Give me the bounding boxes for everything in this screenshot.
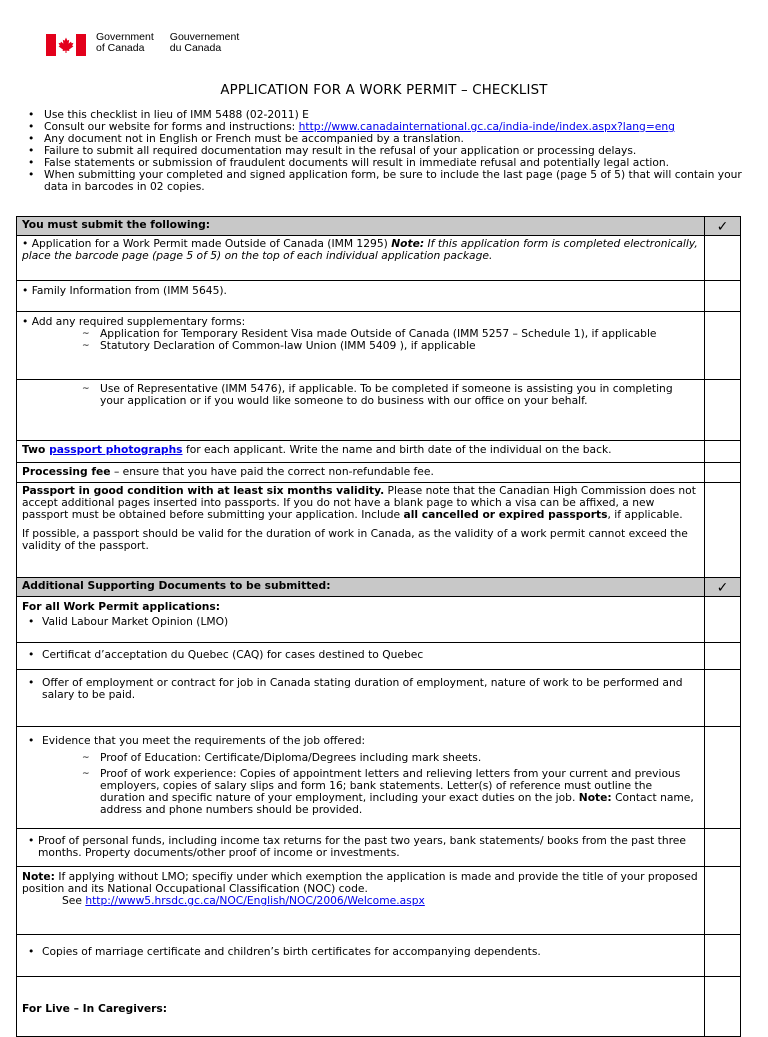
checkbox-cell[interactable]	[705, 463, 741, 483]
table-row: For all Work Permit applications: • Valid Labour Market Opinion (LMO)	[17, 597, 741, 643]
section-header-label: Additional Supporting Documents to be submitted:	[17, 578, 705, 597]
section-header-additional	[17, 578, 741, 597]
check-mark-icon: ✓	[705, 217, 741, 236]
table-row: • Offer of employment or contract for job in Canada stating duration of employment, nature of work to be performed and salary to be paid.	[17, 670, 741, 727]
checklist-table	[16, 216, 741, 1037]
table-row: Two passport photographs for each applicant. Write the name and birth date of the individual on the back.	[17, 441, 741, 463]
intro-list	[26, 109, 756, 193]
check-mark-icon: ✓	[705, 578, 741, 597]
list-item: • Consult our website for forms and instructions: http://www.canadainternational.gc.ca/india-inde/index.aspx?lang=eng	[26, 121, 756, 133]
section-header-required	[17, 217, 741, 236]
checkbox-cell[interactable]	[705, 597, 741, 643]
list-item: • Any document not in English or French must be accompanied by a translation.	[26, 133, 756, 145]
table-row: ~ Use of Representative (IMM 5476), if applicable. To be completed if someone is assisting you in completing your application or if you would like someone to do business with our office on your behalf.	[17, 380, 741, 441]
checkbox-cell[interactable]	[705, 441, 741, 463]
table-row: Processing fee – ensure that you have paid the correct non-refundable fee.	[17, 463, 741, 483]
checkbox-cell[interactable]	[705, 935, 741, 977]
government-french: Gouvernement du Canada	[169, 31, 240, 54]
checkbox-cell[interactable]	[705, 483, 741, 578]
government-english: Government of Canada	[96, 31, 154, 54]
checkbox-cell[interactable]	[705, 670, 741, 727]
table-row: • Family Information from (IMM 5645).	[17, 281, 741, 312]
table-row: Passport in good condition with at least six months validity. Please note that the Canadian High Commission does not accept additional pages inserted into passports. If you do not have a blank page to which a visa can be affixed, a new passport must be obtained before submitting your application. Include all cancelled or expired passports, if applicable. If possible, a passport should be valid for the duration of work in Canada, as the validity of a work permit cannot exceed the validity of the passport.	[17, 483, 741, 578]
checkbox-cell[interactable]	[705, 727, 741, 829]
table-row: • Add any required supplementary forms: ~ Application for Temporary Resident Visa made Outside of Canada (IMM 5257 – Schedule 1), if applicable ~ Statutory Declaration of Common-law Union (IMM 5409 ), if applicable	[17, 312, 741, 380]
checkbox-cell[interactable]	[705, 380, 741, 441]
noc-link[interactable]: http://www5.hrsdc.gc.ca/NOC/English/NOC/2006/Welcome.aspx	[85, 894, 425, 907]
list-item: • False statements or submission of fraudulent documents will result in immediate refusal and potentially legal action.	[26, 157, 756, 169]
table-row: • Evidence that you meet the requirements of the job offered: ~ Proof of Education: Certificate/Diploma/Degrees including mark sheets. ~ Proof of work experience: Copies of appointment letters and relieving letters from your current and previous employers, copies of salary slips and form 16; bank statements. Letter(s) of reference must outline the duration and specific nature of your employment, including your exact duties on the job. Note: Contact name, address and phone numbers should be provided.	[17, 727, 741, 829]
passport-photographs-link[interactable]: passport photographs	[49, 443, 183, 456]
checkbox-cell[interactable]	[705, 643, 741, 670]
table-row: Note: If applying without LMO; specifiy under which exemption the application is made and provide the title of your proposed position and its National Occupational Classification (NOC) code. See http://www5.hrsdc.gc.ca/NOC/English/NOC/2006/Welcome.aspx	[17, 867, 741, 935]
page-title: APPLICATION FOR A WORK PERMIT – CHECKLIST	[220, 83, 548, 98]
checkbox-cell[interactable]	[705, 236, 741, 281]
checkbox-cell[interactable]	[705, 829, 741, 867]
list-item: • Failure to submit all required documentation may result in the refusal of your application or processing delays.	[26, 145, 756, 157]
website-link[interactable]: http://www.canadainternational.gc.ca/india-inde/index.aspx?lang=eng	[298, 120, 675, 133]
checkbox-cell[interactable]	[705, 312, 741, 380]
table-row: • Application for a Work Permit made Outside of Canada (IMM 1295) Note: If this application form is completed electronically, place the barcode page (page 5 of 5) on the top of each individual application package.	[17, 236, 741, 281]
canada-flag-icon	[46, 34, 86, 56]
table-row: For Live – In Caregivers:	[17, 977, 741, 1037]
checkbox-cell[interactable]	[705, 977, 741, 1037]
section-header-label: You must submit the following:	[17, 217, 705, 236]
table-row: • Certificat d’acceptation du Quebec (CAQ) for cases destined to Quebec	[17, 643, 741, 670]
table-row: • Copies of marriage certificate and children’s birth certificates for accompanying dependents.	[17, 935, 741, 977]
list-item: • Use this checklist in lieu of IMM 5488 (02-2011) E	[26, 109, 756, 121]
government-of-canada-logo	[46, 32, 239, 58]
checkbox-cell[interactable]	[705, 281, 741, 312]
list-item: • When submitting your completed and signed application form, be sure to include the last page (page 5 of 5) that will contain your data in barcodes in 02 copies.	[26, 169, 756, 193]
checkbox-cell[interactable]	[705, 867, 741, 935]
maple-leaf-icon	[58, 37, 74, 53]
table-row: • Proof of personal funds, including income tax returns for the past two years, bank statements/ books from the past three months. Property documents/other proof of income or investments.	[17, 829, 741, 867]
